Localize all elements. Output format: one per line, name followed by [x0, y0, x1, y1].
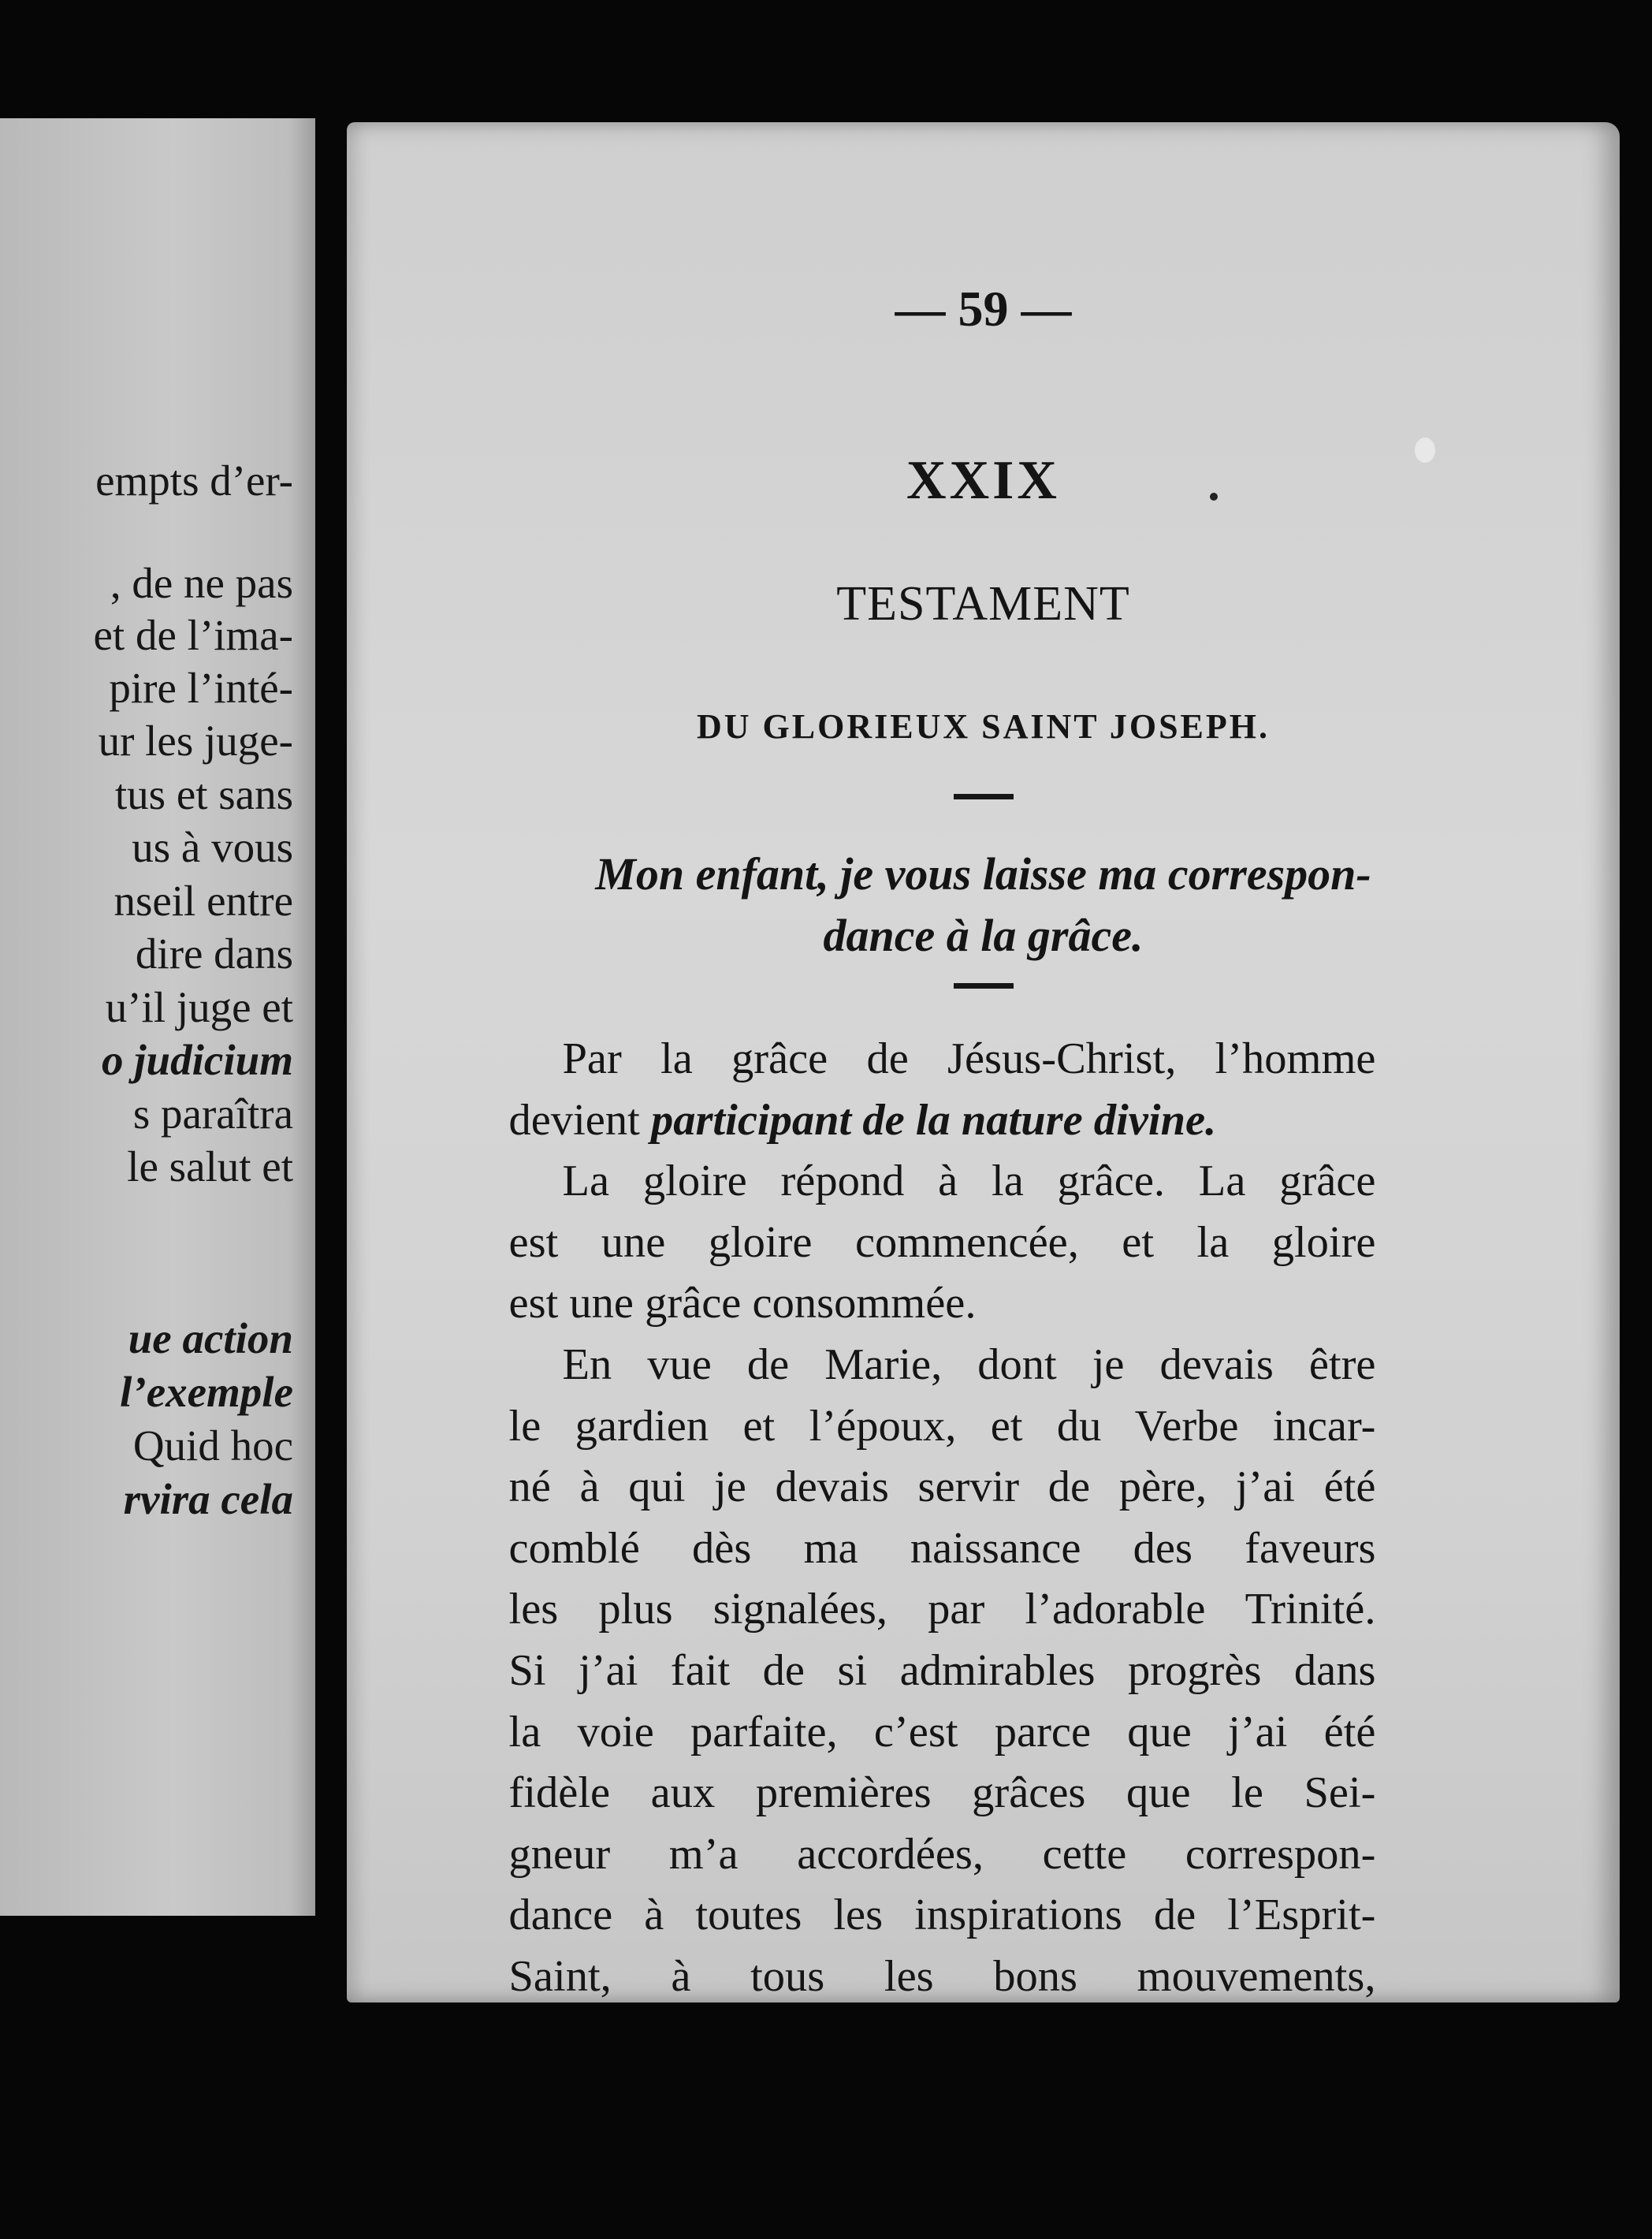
book-page [347, 122, 1620, 2002]
epigraph-line: dance à la grâce. [823, 910, 1144, 961]
text-line: les plus signalées, par l’adorable Trinité. [508, 1585, 1376, 1634]
text-line: la voie parfaite, c’est parce que j’ai été [508, 1707, 1376, 1757]
left-line: tus et sans [114, 770, 293, 818]
left-line: dire dans [135, 930, 293, 978]
text-line [509, 1090, 1376, 1152]
left-line: u’il juge et [105, 983, 293, 1031]
text-line: dance à toutes les inspirations de l’Esprit- [508, 1891, 1376, 1940]
chapter-title: TESTAMENT [836, 577, 1130, 631]
chapter-number: XXIX [906, 450, 1060, 511]
epigraph [347, 844, 1620, 967]
left-line: le salut et [127, 1142, 293, 1190]
text-line: né à qui je devais servir de père, j’ai été [508, 1462, 1376, 1512]
text-line: Par la grâce de Jésus-Christ, l’homme [562, 1034, 1376, 1083]
left-line: et de l’ima- [93, 611, 293, 659]
epigraph-line: Mon enfant, je vous laisse ma correspon- [595, 848, 1371, 900]
separator-rule [954, 794, 1014, 799]
left-line: s paraîtra [132, 1090, 293, 1138]
left-line: l’exemple [120, 1368, 293, 1416]
text-line: Si j’ai fait de si admirables progrès dans [508, 1645, 1376, 1695]
left-line: Quid hoc [132, 1421, 293, 1470]
body-text [509, 1029, 1376, 2002]
text-line: comblé dès ma naissance des faveurs [508, 1523, 1376, 1573]
left-line: o judicium [102, 1036, 293, 1084]
left-line: , de ne pas [110, 559, 293, 607]
text-line: La gloire répond à la grâce. La grâce [562, 1157, 1376, 1206]
left-line: ur les juge- [98, 717, 293, 765]
paper-speck [1210, 493, 1218, 501]
text-line: fidèle aux premières grâces que le Sei- [508, 1768, 1376, 1818]
page-number: — 59 — [895, 281, 1072, 337]
left-line: us à vous [132, 823, 293, 871]
left-line: pire l’inté- [109, 664, 293, 712]
text-span: devient [508, 1095, 651, 1145]
text-line: est une gloire commencée, et la gloire [508, 1217, 1376, 1267]
text-line: est une grâce consommée. [508, 1279, 977, 1328]
left-line: empts d’er- [95, 456, 293, 505]
left-line: rvira cela [123, 1475, 293, 1523]
chapter-subtitle: DU GLORIEUX SAINT JOSEPH. [697, 707, 1270, 746]
left-page [0, 118, 315, 1916]
text-line: le gardien et l’époux, et du Verbe incar- [508, 1401, 1376, 1451]
separator-rule [954, 983, 1014, 989]
left-line: ue action [128, 1314, 293, 1362]
text-line: En vue de Marie, dont je devais être [562, 1339, 1376, 1389]
italic-phrase: participant de la nature divine. [650, 1095, 1217, 1145]
text-line: gneur m’a accordées, cette correspon- [508, 1829, 1376, 1879]
text-line: Saint, à tous les bons mouvements, [508, 1951, 1376, 2001]
paper-speck [1415, 438, 1435, 463]
left-line: nseil entre [113, 877, 293, 925]
